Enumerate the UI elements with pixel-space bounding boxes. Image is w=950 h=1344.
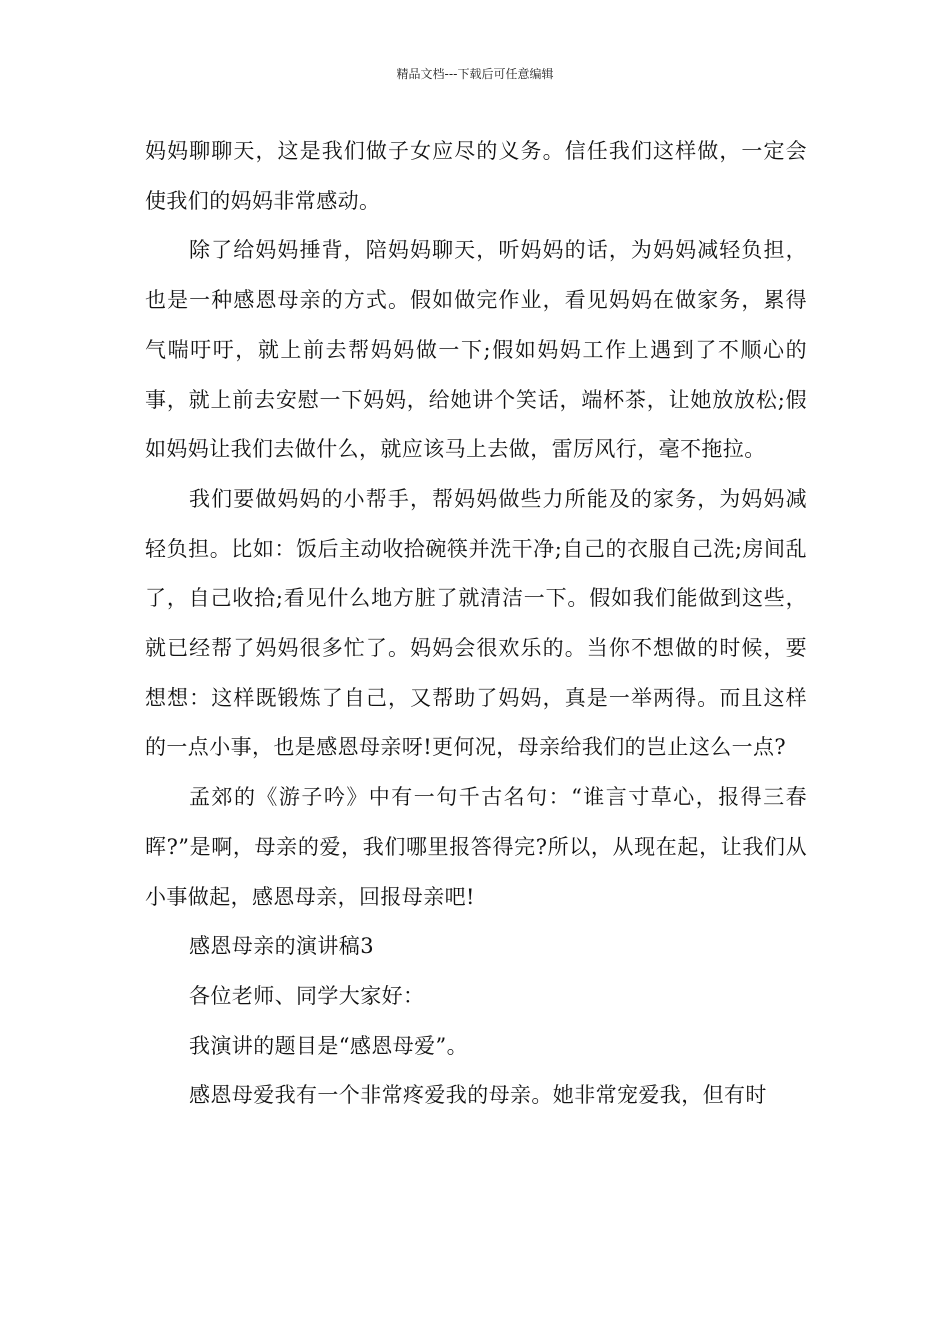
paragraph: 我们要做妈妈的小帮手，帮妈妈做些力所能及的家务，为妈妈减轻负担。比如：饭后主动收拾碗筷并洗干净;自己的衣服自己洗;房间乱了，自己收拾;看见什么地方脏了就清洁一下。假如我们能做到这些，就已经帮了妈妈很多忙了。妈妈会很欢乐的。当你不想做的时候，要想想：这样既锻炼了自己，又帮助了妈妈，真是一举两得。而且这样的一点小事，也是感恩母亲呀!更何况，母亲给我们的岂止这么一点? <box>145 486 807 760</box>
document-body <box>145 127 807 1121</box>
paragraph: 孟郊的《游子吟》中有一句千古名句：“谁言寸草心，报得三春晖?”是啊，母亲的爱，我们哪里报答得完?所以，从现在起，让我们从小事做起，感恩母亲，回报母亲吧! <box>145 785 807 909</box>
greeting-line: 各位老师、同学大家好： <box>189 983 425 1008</box>
paragraph-continuation: 妈妈聊聊天，这是我们做子女应尽的义务。信任我们这样做，一定会使我们的妈妈非常感动。 <box>145 139 807 213</box>
topic-line: 我演讲的题目是“感恩母爱”。 <box>189 1033 469 1058</box>
paragraph: 除了给妈妈捶背，陪妈妈聊天，听妈妈的话，为妈妈减轻负担，也是一种感恩母亲的方式。假如做完作业，看见妈妈在做家务，累得气喘吁吁，就上前去帮妈妈做一下;假如妈妈工作上遇到了不顺心的事，就上前去安慰一下妈妈，给她讲个笑话，端杯茶，让她放放松;假如妈妈让我们去做什么，就应该马上去做，雷厉风行，毫不拖拉。 <box>145 238 807 462</box>
paragraph: 感恩母爱我有一个非常疼爱我的母亲。她非常宠爱我，但有时 <box>189 1083 767 1108</box>
speech-title: 感恩母亲的演讲稿3 <box>189 934 374 959</box>
page-header: 精品文档---下载后可任意编辑 <box>396 67 554 81</box>
